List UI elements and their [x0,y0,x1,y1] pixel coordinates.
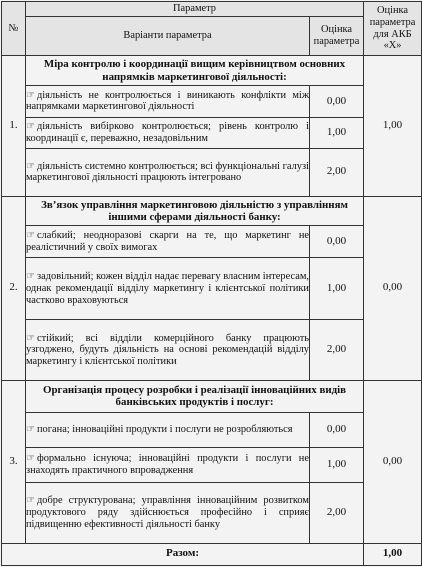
section-number: 1. [2,56,26,196]
option-score: 0,00 [310,412,364,447]
section-title: Міра контролю і координації вищим керівництвом основних напрямків маркетингової діяльності: [26,56,364,86]
option-score: 1,00 [310,447,364,482]
option [26,320,310,381]
option [26,86,310,118]
pointing-hand-icon: ☞ [26,230,35,242]
pointing-hand-icon: ☞ [26,160,35,172]
header-num: № [2,2,26,56]
header-variants: Варіанти параметра [26,16,310,55]
total-value: 1,00 [364,543,422,565]
option [26,226,310,258]
option-score: 2,00 [310,148,364,196]
option-text: діяльність системно контролюється; всі функціональні галузі маркетингової діяльності працюють інтегровано [26,160,309,184]
option-text: слабкий; неодноразові скарги на те, що маркетинг не реалістичний у своїх вимогах [26,230,309,253]
option [26,447,310,482]
evaluation-table [1,1,422,566]
option [26,482,310,543]
option-score: 0,00 [310,226,364,258]
option [26,117,310,148]
pointing-hand-icon: ☞ [26,89,35,101]
header-score: Оцінка параметра [310,16,364,55]
option-score: 1,00 [310,117,364,148]
pointing-hand-icon: ☞ [26,495,35,507]
pointing-hand-icon: ☞ [26,332,35,344]
option-score: 1,00 [310,258,364,320]
pointing-hand-icon: ☞ [26,423,35,435]
option-text: добре структурована; управління інноваційним розвитком продуктового ряду здійснюється професійно і сприяє підвищенню ефективності діяльності банку [26,495,309,530]
total-label: Разом: [2,543,364,565]
pointing-hand-icon: ☞ [26,121,35,133]
pointing-hand-icon: ☞ [26,271,35,283]
option-text: задовільний; кожен відділ надає перевагу власним інтересам, однак рекомендації відділу маркетингу і клієнтської політики частково враховуються [26,271,309,306]
option [26,412,310,447]
pointing-hand-icon: ☞ [26,453,35,465]
option-text: погана; інноваційні продукти і послуги не розробляються [37,423,293,435]
section-number: 2. [2,196,26,380]
option-text: діяльність не контролюється і виникають конфлікти між напрямками маркетингової діяльності [26,89,309,113]
section-number: 3. [2,380,26,543]
option-text: стійкий; всі відділи комерційного банку працюють узгоджено, будуть діяльність на основі рекомендацій відділу маркетингу і клієнтської політики [26,332,309,367]
option [26,148,310,196]
option-score: 2,00 [310,482,364,543]
header-akb-score: Оцінка параметра для АКБ «Х» [364,2,422,56]
section-title: Організація процесу розробки і реалізації інноваційних видів банківських продуктів і послуг: [26,380,364,412]
option-text: діяльність вибірково контролюється; рівень контролю і координації є, переважно, незадовільним [26,121,309,144]
akb-score: 1,00 [364,56,422,196]
option-score: 2,00 [310,320,364,381]
header-parameter: Параметр [26,2,364,17]
akb-score: 0,00 [364,196,422,380]
option [26,258,310,320]
akb-score: 0,00 [364,380,422,543]
option-text: формально існуюча; інноваційні продукти і послуги не знаходять практичного впровадження [26,453,309,476]
section-title: Зв’язок управління маркетинговою діяльністю з управлінням іншими сферами діяльності банку: [26,196,364,226]
option-score: 0,00 [310,86,364,118]
